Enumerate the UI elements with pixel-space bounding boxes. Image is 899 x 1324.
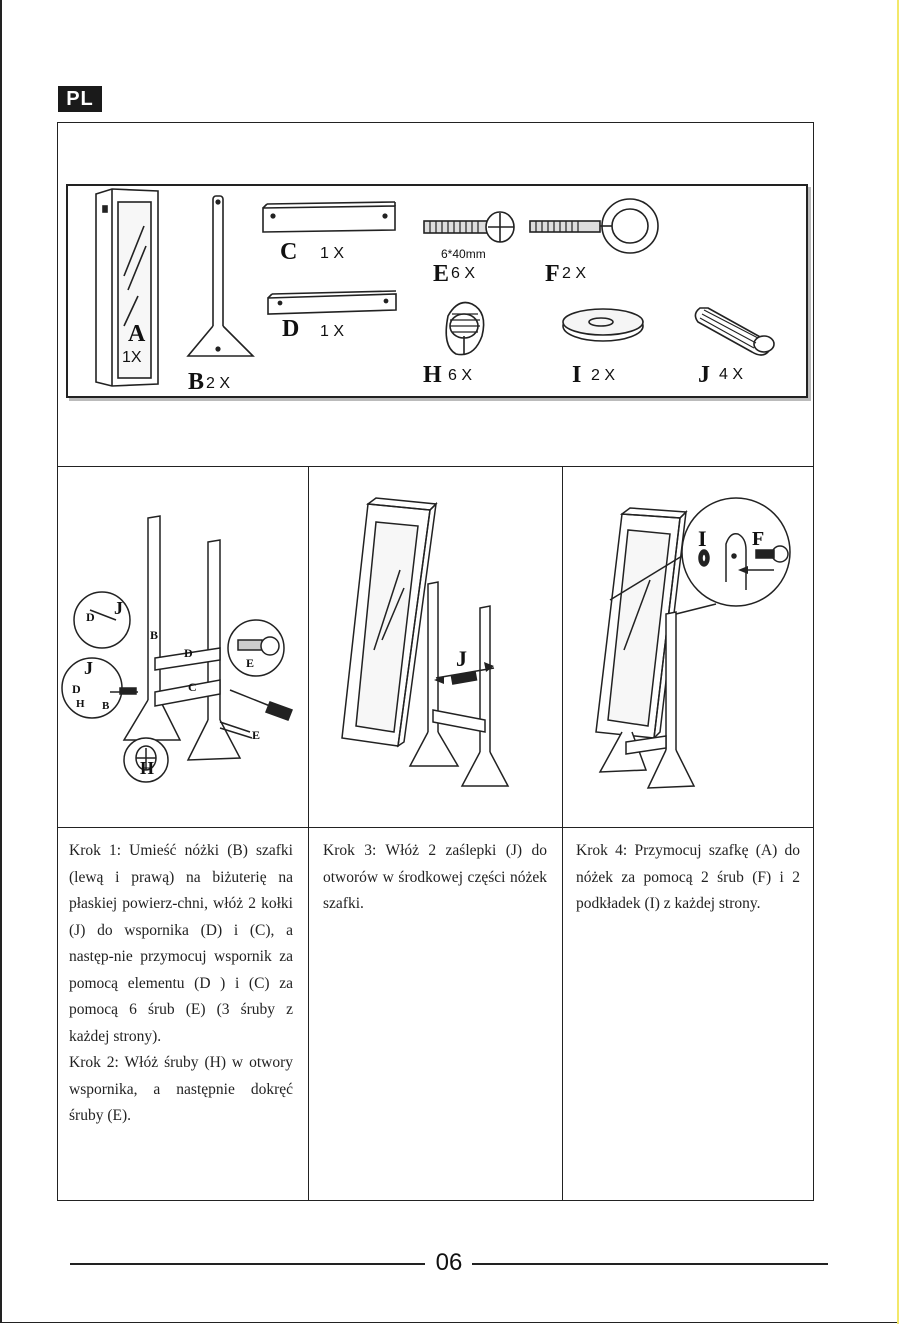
step1-label-b: B	[150, 628, 159, 642]
part-b-letter: B	[188, 369, 205, 395]
part-i-washer	[563, 309, 643, 341]
part-e-qty: 6 X	[451, 265, 476, 282]
part-e-spec: 6*40mm	[441, 247, 486, 261]
part-a-qty: 1X	[122, 349, 142, 366]
divider-top	[57, 466, 814, 467]
divider-col2	[562, 466, 563, 1200]
part-e-letter: E	[433, 261, 450, 287]
part-c-qty: 1 X	[320, 245, 345, 262]
step1-paragraph: Krok 1: Umieść nóżki (B) szafki (lewą i prawą) na biżuterię na płaskiej powierz-chni, włóż 2 kołki (J) do wspornika (D) i (C), a następ-nie przymocuj wspornik za pomocą elementu (D ) i (C) za pomocą 6 śrub (E) (3 śruby z każdej strony).	[69, 842, 293, 1045]
part-b-qty: 2 X	[206, 375, 231, 392]
step1-label-d-low: D	[72, 682, 81, 696]
step4-text	[576, 838, 800, 918]
step1-label-d-mid: D	[184, 646, 193, 660]
divider-col1	[308, 466, 309, 1200]
step1-label-j-mid: J	[84, 658, 93, 678]
part-i-qty: 2 X	[591, 367, 616, 384]
part-j-qty: 4 X	[719, 366, 744, 383]
step1-illustration	[60, 470, 306, 825]
step3-paragraph: Krok 3: Włóż 2 zaślepki (J) do otworów w środkowej części nóżek szafki.	[323, 842, 547, 912]
step1-label-h: H	[140, 758, 155, 778]
part-h-cam-lock	[446, 303, 483, 355]
language-badge: PL	[58, 86, 102, 112]
part-d-beam	[268, 291, 396, 314]
part-d-letter: D	[282, 316, 300, 342]
step4-label-i: I	[698, 526, 707, 551]
part-e-bolt	[424, 212, 514, 242]
step1-2-text	[69, 838, 293, 1130]
part-f-letter: F	[545, 261, 560, 287]
page-number: 06	[435, 1249, 463, 1276]
step3-label-j: J	[456, 646, 467, 671]
step1-label-c: C	[188, 680, 197, 694]
step3-illustration	[312, 470, 560, 825]
step1-label-e-zoom: E	[246, 656, 255, 670]
part-b-leg	[188, 196, 253, 356]
step3-text	[323, 838, 547, 918]
part-a-letter: A	[128, 321, 146, 347]
parts-drawing	[68, 186, 806, 396]
step1-label-b-low: B	[102, 700, 110, 712]
divider-middle	[57, 827, 814, 828]
step1-label-h-small: H	[76, 698, 85, 710]
step4-paragraph: Krok 4: Przymocuj szafkę (A) do nóżek za pomocą 2 śrub (F) i 2 podkładek (I) z każdej strony.	[576, 842, 800, 912]
part-d-qty: 1 X	[320, 323, 345, 340]
step1-label-e: E	[252, 728, 261, 742]
footer-rule-left	[70, 1263, 425, 1265]
part-j-dowel	[695, 308, 774, 355]
part-h-letter: H	[423, 362, 442, 388]
step2-paragraph: Krok 2: Włóż śruby (H) w otwory wspornika, a następnie dokręć śruby (E).	[69, 1054, 293, 1124]
part-f-qty: 2 X	[562, 265, 587, 282]
part-i-letter: I	[572, 362, 582, 388]
parts-panel	[66, 184, 808, 398]
footer-rule-right	[472, 1263, 828, 1265]
part-c-beam	[263, 202, 395, 232]
step1-label-d-top: D	[86, 610, 95, 624]
part-j-letter: J	[698, 362, 710, 388]
step4-illustration	[566, 470, 810, 825]
part-c-letter: C	[280, 239, 298, 265]
part-f-eye-bolt	[530, 199, 658, 253]
step1-label-j-top: J	[114, 598, 123, 618]
part-h-qty: 6 X	[448, 367, 473, 384]
step4-label-f: F	[752, 528, 765, 550]
